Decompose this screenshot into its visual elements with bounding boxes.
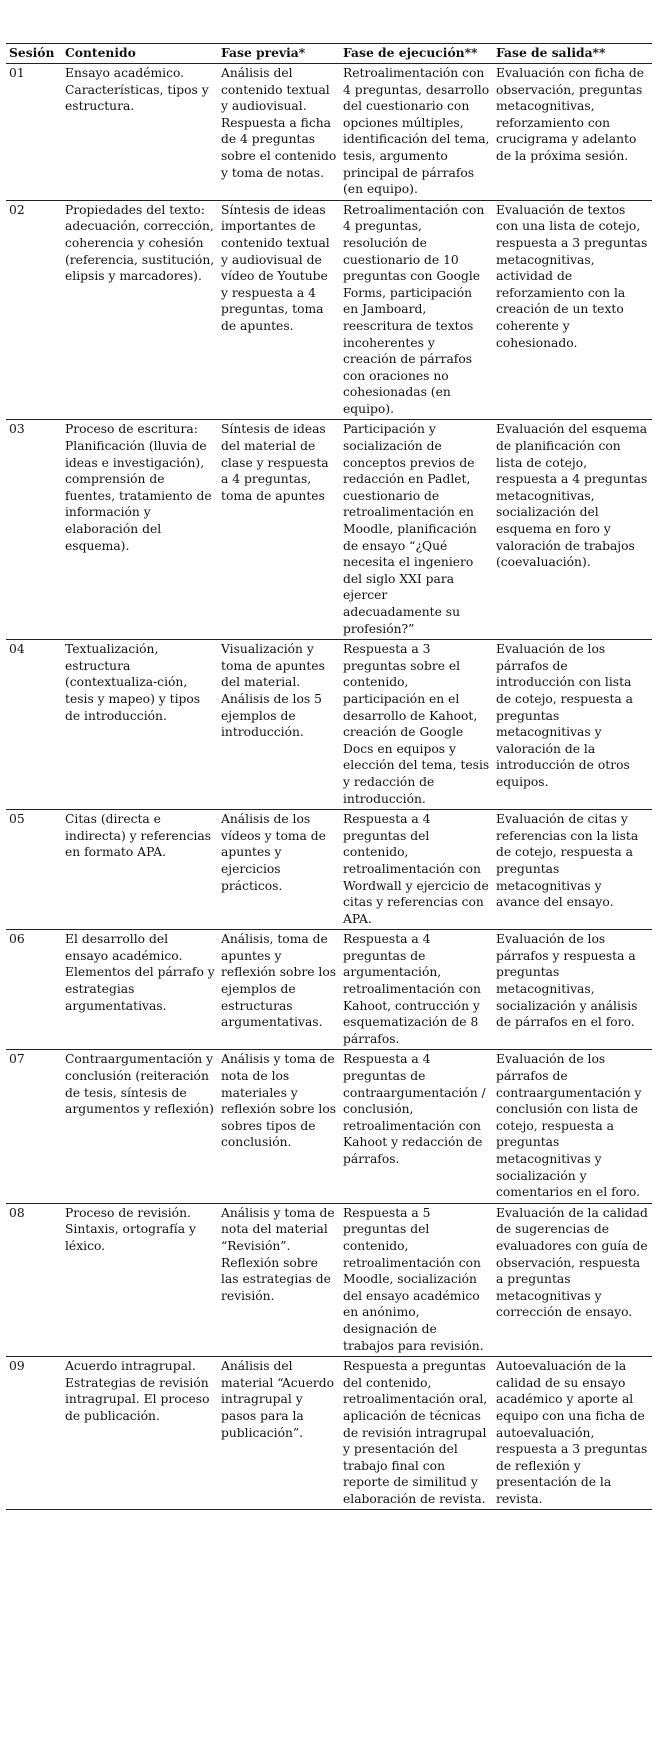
cell-execution-phase: Respuesta a 5 preguntas del contenido, retroalimentación con Moodle, socialización del ensayo académico en anónimo, designación de trabajos para revisión. — [340, 1203, 493, 1356]
cell-exit-phase: Evaluación de la calidad de sugerencias de evaluadores con guía de observación, respuesta a preguntas metacognitivas y corrección de ensayo. — [493, 1203, 652, 1356]
header-exit-phase: Fase de salida** — [493, 44, 652, 64]
cell-session: 08 — [6, 1203, 62, 1356]
cell-prior-phase: Análisis, toma de apuntes y reflexión sobre los ejemplos de estructuras argumentativas. — [218, 930, 340, 1050]
cell-prior-phase: Análisis de los vídeos y toma de apuntes y ejercicios prácticos. — [218, 810, 340, 930]
sessions-table — [6, 43, 652, 1510]
cell-prior-phase: Análisis del contenido textual y audiovisual. Respuesta a ficha de 4 preguntas sobre el contenido y toma de notas. — [218, 64, 340, 201]
table-row — [6, 1357, 652, 1510]
cell-exit-phase: Evaluación de textos con una lista de cotejo, respuesta a 3 preguntas metacognitivas, actividad de reforzamiento con la creación de un texto coherente y cohesionado. — [493, 200, 652, 420]
cell-session: 07 — [6, 1050, 62, 1203]
cell-session: 03 — [6, 420, 62, 640]
cell-content: Proceso de escritura: Planificación (lluvia de ideas e investigación), comprensión de fuentes, tratamiento de información y elaboración del esquema). — [62, 420, 218, 640]
table-row — [6, 64, 652, 201]
table-row — [6, 200, 652, 420]
header-prior-phase: Fase previa* — [218, 44, 340, 64]
cell-prior-phase: Visualización y toma de apuntes del material. Análisis de los 5 ejemplos de introducción. — [218, 640, 340, 810]
cell-content: El desarrollo del ensayo académico. Elementos del párrafo y estrategias argumentativas. — [62, 930, 218, 1050]
cell-execution-phase: Respuesta a preguntas del contenido, retroalimentación oral, aplicación de técnicas de revisión intragrupal y presentación del trabajo final con reporte de similitud y elaboración de revista. — [340, 1357, 493, 1510]
cell-exit-phase: Evaluación de los párrafos de contraargumentación y conclusión con lista de cotejo, respuesta a preguntas metacognitivas y socialización y comentarios en el foro. — [493, 1050, 652, 1203]
cell-session: 05 — [6, 810, 62, 930]
cell-exit-phase: Evaluación del esquema de planificación con lista de cotejo, respuesta a 4 preguntas metacognitivas, socialización del esquema en foro y valoración de trabajos (coevaluación). — [493, 420, 652, 640]
cell-exit-phase: Evaluación de los párrafos y respuesta a preguntas metacognitivas, socialización y análisis de párrafos en el foro. — [493, 930, 652, 1050]
cell-session: 01 — [6, 64, 62, 201]
table-row — [6, 810, 652, 930]
cell-prior-phase: Síntesis de ideas del material de clase y respuesta a 4 preguntas, toma de apuntes — [218, 420, 340, 640]
table-row — [6, 420, 652, 640]
cell-prior-phase: Análisis y toma de nota de los materiales y reflexión sobre los sobres tipos de conclusión. — [218, 1050, 340, 1203]
cell-session: 02 — [6, 200, 62, 420]
cell-exit-phase: Evaluación de los párrafos de introducción con lista de cotejo, respuesta a preguntas metacognitivas y valoración de la introducción de otros equipos. — [493, 640, 652, 810]
cell-execution-phase: Retroalimentación con 4 preguntas, desarrollo del cuestionario con opciones múltiples, identificación del tema, tesis, argumento principal de párrafos (en equipo). — [340, 64, 493, 201]
header-row — [6, 44, 652, 64]
cell-content: Textualización, estructura (contextualiza-ción, tesis y mapeo) y tipos de introducción. — [62, 640, 218, 810]
table-row — [6, 1203, 652, 1356]
header-execution-phase: Fase de ejecución** — [340, 44, 493, 64]
cell-exit-phase: Autoevaluación de la calidad de su ensayo académico y aporte al equipo con una ficha de autoevaluación, respuesta a 3 preguntas de reflexión y presentación de la revista. — [493, 1357, 652, 1510]
cell-prior-phase: Síntesis de ideas importantes de contenido textual y audiovisual de vídeo de Youtube y respuesta a 4 preguntas, toma de apuntes. — [218, 200, 340, 420]
table-row — [6, 930, 652, 1050]
cell-prior-phase: Análisis y toma de nota del material “Revisión”. Reflexión sobre las estrategias de revisión. — [218, 1203, 340, 1356]
cell-session: 04 — [6, 640, 62, 810]
cell-content: Proceso de revisión. Sintaxis, ortografía y léxico. — [62, 1203, 218, 1356]
cell-session: 09 — [6, 1357, 62, 1510]
cell-execution-phase: Respuesta a 4 preguntas de contraargumentación / conclusión, retroalimentación con Kahoot y redacción de párrafos. — [340, 1050, 493, 1203]
cell-execution-phase: Respuesta a 3 preguntas sobre el contenido, participación en el desarrollo de Kahoot, creación de Google Docs en equipos y elección del tema, tesis y redacción de introducción. — [340, 640, 493, 810]
cell-content: Citas (directa e indirecta) y referencias en formato APA. — [62, 810, 218, 930]
header-content: Contenido — [62, 44, 218, 64]
cell-exit-phase: Evaluación de citas y referencias con la lista de cotejo, respuesta a preguntas metacognitivas y avance del ensayo. — [493, 810, 652, 930]
cell-execution-phase: Respuesta a 4 preguntas del contenido, retroalimentación con Wordwall y ejercicio de citas y referencias con APA. — [340, 810, 493, 930]
cell-execution-phase: Retroalimentación con 4 preguntas, resolución de cuestionario de 10 preguntas con Google Forms, participación en Jamboard, reescritura de textos incoherentes y creación de párrafos con oraciones no cohesionadas (en equipo). — [340, 200, 493, 420]
cell-content: Acuerdo intragrupal. Estrategias de revisión intragrupal. El proceso de publicación. — [62, 1357, 218, 1510]
table-body — [6, 64, 652, 1510]
cell-content: Ensayo académico. Características, tipos y estructura. — [62, 64, 218, 201]
cell-content: Propiedades del texto: adecuación, corrección, coherencia y cohesión (referencia, sustitución, elipsis y marcadores). — [62, 200, 218, 420]
cell-session: 06 — [6, 930, 62, 1050]
table-row — [6, 640, 652, 810]
cell-execution-phase: Respuesta a 4 preguntas de argumentación, retroalimentación con Kahoot, contrucción y esquematización de 8 párrafos. — [340, 930, 493, 1050]
cell-prior-phase: Análisis del material “Acuerdo intragrupal y pasos para la publicación”. — [218, 1357, 340, 1510]
cell-content: Contraargumentación y conclusión (reiteración de tesis, síntesis de argumentos y reflexión) — [62, 1050, 218, 1203]
header-session: Sesión — [6, 44, 62, 64]
cell-exit-phase: Evaluación con ficha de observación, preguntas metacognitivas, reforzamiento con crucigrama y adelanto de la próxima sesión. — [493, 64, 652, 201]
table-header — [6, 44, 652, 64]
cell-execution-phase: Participación y socialización de conceptos previos de redacción en Padlet, cuestionario de retroalimentación en Moodle, planificación de ensayo “¿Qué necesita el ingeniero del siglo XXI para ejercer adecuadamente su profesión?” — [340, 420, 493, 640]
table-row — [6, 1050, 652, 1203]
